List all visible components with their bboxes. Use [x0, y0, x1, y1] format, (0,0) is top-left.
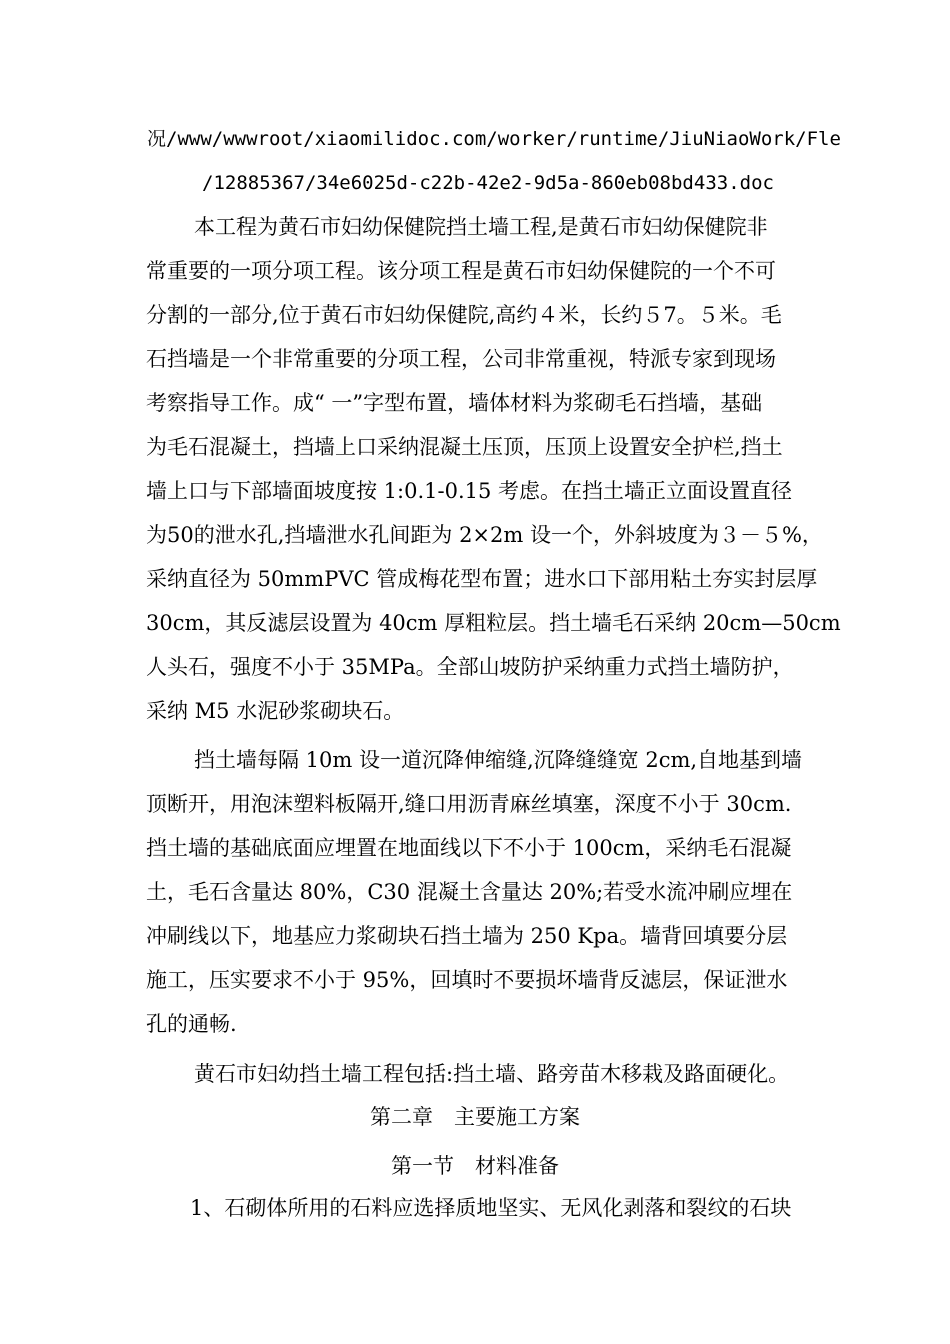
- paragraph-line: 墙上口与下部墙面坡度按 1:0.1-0.15 考虑。在挡土墙正立面设置直径: [146, 479, 793, 503]
- paragraph-line: 挡土墙每隔 10m 设一道沉降伸缩缝,沉降缝缝宽 2cm,自地基到墙: [194, 748, 803, 772]
- file-path-line-2: /12885367/34e6025d-c22b-42e2-9d5a-860eb08bd433.doc: [202, 172, 774, 194]
- paragraph-line: 人头石，强度不小于 35MPa。全部山坡防护采纳重力式挡土墙防护，: [146, 655, 794, 679]
- paragraph-line: 挡土墙的基础底面应埋置在地面线以下不小于 100cm，采纳毛石混凝: [146, 836, 792, 860]
- paragraph-line: 石挡墙是一个非常重要的分项工程，公司非常重视，特派专家到现场: [146, 347, 776, 371]
- paragraph-line: 采纳直径为 50mmPVC 管成梅花型布置；进水口下部用粘土夯实封层厚: [146, 567, 818, 591]
- paragraph-line: 为毛石混凝土，挡墙上口采纳混凝土压顶，压顶上设置安全护栏,挡土: [146, 435, 783, 459]
- paragraph-line: 常重要的一项分项工程。该分项工程是黄石市妇幼保健院的一个不可: [146, 259, 776, 283]
- file-path-line-1: 况/www/wwwroot/xiaomilidoc.com/worker/runtime/JiuNiaoWork/Fle: [147, 128, 841, 150]
- paragraph-line: 为50的泄水孔,挡墙泄水孔间距为 2×2m 设一个，外斜坡度为３－５%，: [146, 523, 823, 547]
- list-item: 1、石砌体所用的石料应选择质地坚实、无风化剥落和裂纹的石块: [190, 1196, 792, 1220]
- chapter-heading: 第二章 主要施工方案: [370, 1105, 580, 1129]
- paragraph-line: 孔的通畅.: [146, 1012, 237, 1036]
- paragraph-line: 采纳 M5 水泥砂浆砌块石。: [146, 699, 405, 723]
- paragraph-line: 土，毛石含量达 80%，C30 混凝土含量达 20%;若受水流冲刷应埋在: [146, 880, 793, 904]
- paragraph-line: 冲刷线以下，地基应力浆砌块石挡土墙为 250 Kpa。墙背回填要分层: [146, 924, 788, 948]
- paragraph-line: 分割的一部分,位于黄石市妇幼保健院,高约４米，长约５7。５米。毛: [146, 303, 782, 327]
- paragraph-line: 30cm，其反滤层设置为 40cm 厚粗粒层。挡土墙毛石采纳 20cm—50cm: [146, 611, 841, 635]
- paragraph-line: 顶断开，用泡沫塑料板隔开,缝口用沥青麻丝填塞，深度不小于 30cm.: [146, 792, 792, 816]
- paragraph-line: 考察指导工作。成“ 一”字型布置，墙体材料为浆砌毛石挡墙，基础: [146, 391, 763, 415]
- paragraph-scope: 黄石市妇幼挡土墙工程包括:挡土墙、路旁苗木移栽及路面硬化。: [194, 1062, 790, 1086]
- paragraph-line: 本工程为黄石市妇幼保健院挡土墙工程,是黄石市妇幼保健院非: [194, 215, 768, 239]
- paragraph-line: 施工，压实要求不小于 95%，回填时不要损坏墙背反滤层，保证泄水: [146, 968, 788, 992]
- section-heading: 第一节 材料准备: [391, 1154, 559, 1178]
